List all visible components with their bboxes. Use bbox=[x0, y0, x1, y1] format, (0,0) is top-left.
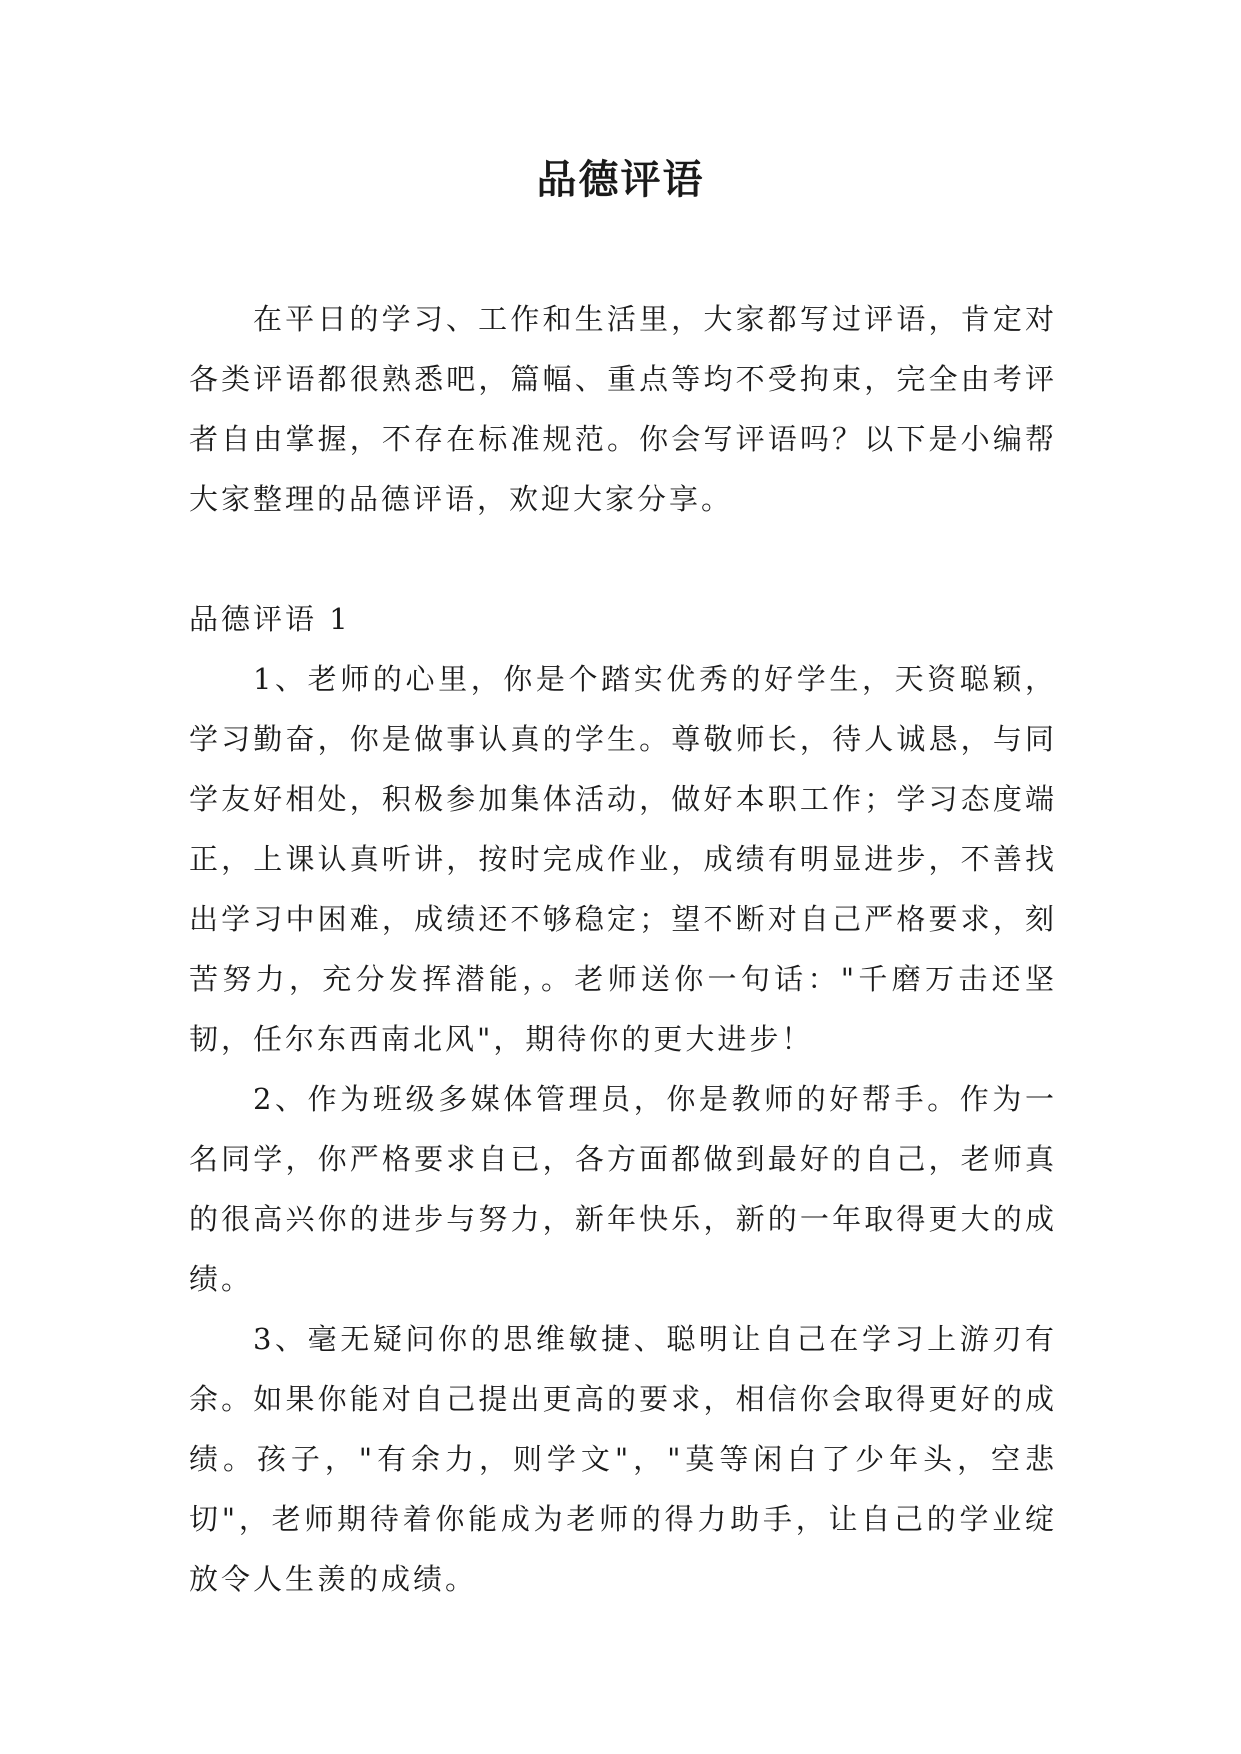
comment-item-1: 1、老师的心里，你是个踏实优秀的好学生，天资聪颖，学习勤奋，你是做事认真的学生。尊敬师长，待人诚恳，与同学友好相处，积极参加集体活动，做好本职工作；学习态度端正，上课认真听讲，按时完成作业，成绩有明显进步，不善找出学习中困难，成绩还不够稳定；望不断对自己严格要求，刻苦努力，充分发挥潜能，。老师送你一句话："千磨万击还坚韧，任尔东西南北风"，期待你的更大进步！ bbox=[189, 662, 1057, 1056]
intro-paragraph: 在平日的学习、工作和生活里，大家都写过评语，肯定对各类评语都很熟悉吧，篇幅、重点等均不受拘束，完全由考评者自由掌握，不存在标准规范。你会写评语吗？以下是小编帮大家整理的品德评语，欢迎大家分享。 bbox=[189, 302, 1057, 516]
paragraph-spacer bbox=[189, 529, 1057, 589]
section-heading: 品德评语 1 bbox=[189, 602, 351, 636]
document-title: 品德评语 bbox=[536, 157, 705, 203]
document-body bbox=[189, 289, 1057, 1609]
comment-item-3: 3、毫无疑问你的思维敏捷、聪明让自己在学习上游刃有余。如果你能对自己提出更高的要求，相信你会取得更好的成绩。孩子，"有余力，则学文"，"莫等闲白了少年头，空悲切"，老师期待着你能成为老师的得力助手，让自己的学业绽放令人生羡的成绩。 bbox=[189, 1322, 1057, 1596]
comment-item-2: 2、作为班级多媒体管理员，你是教师的好帮手。作为一名同学，你严格要求自已，各方面都做到最好的自己，老师真的很高兴你的进步与努力，新年快乐，新的一年取得更大的成绩。 bbox=[189, 1082, 1057, 1296]
